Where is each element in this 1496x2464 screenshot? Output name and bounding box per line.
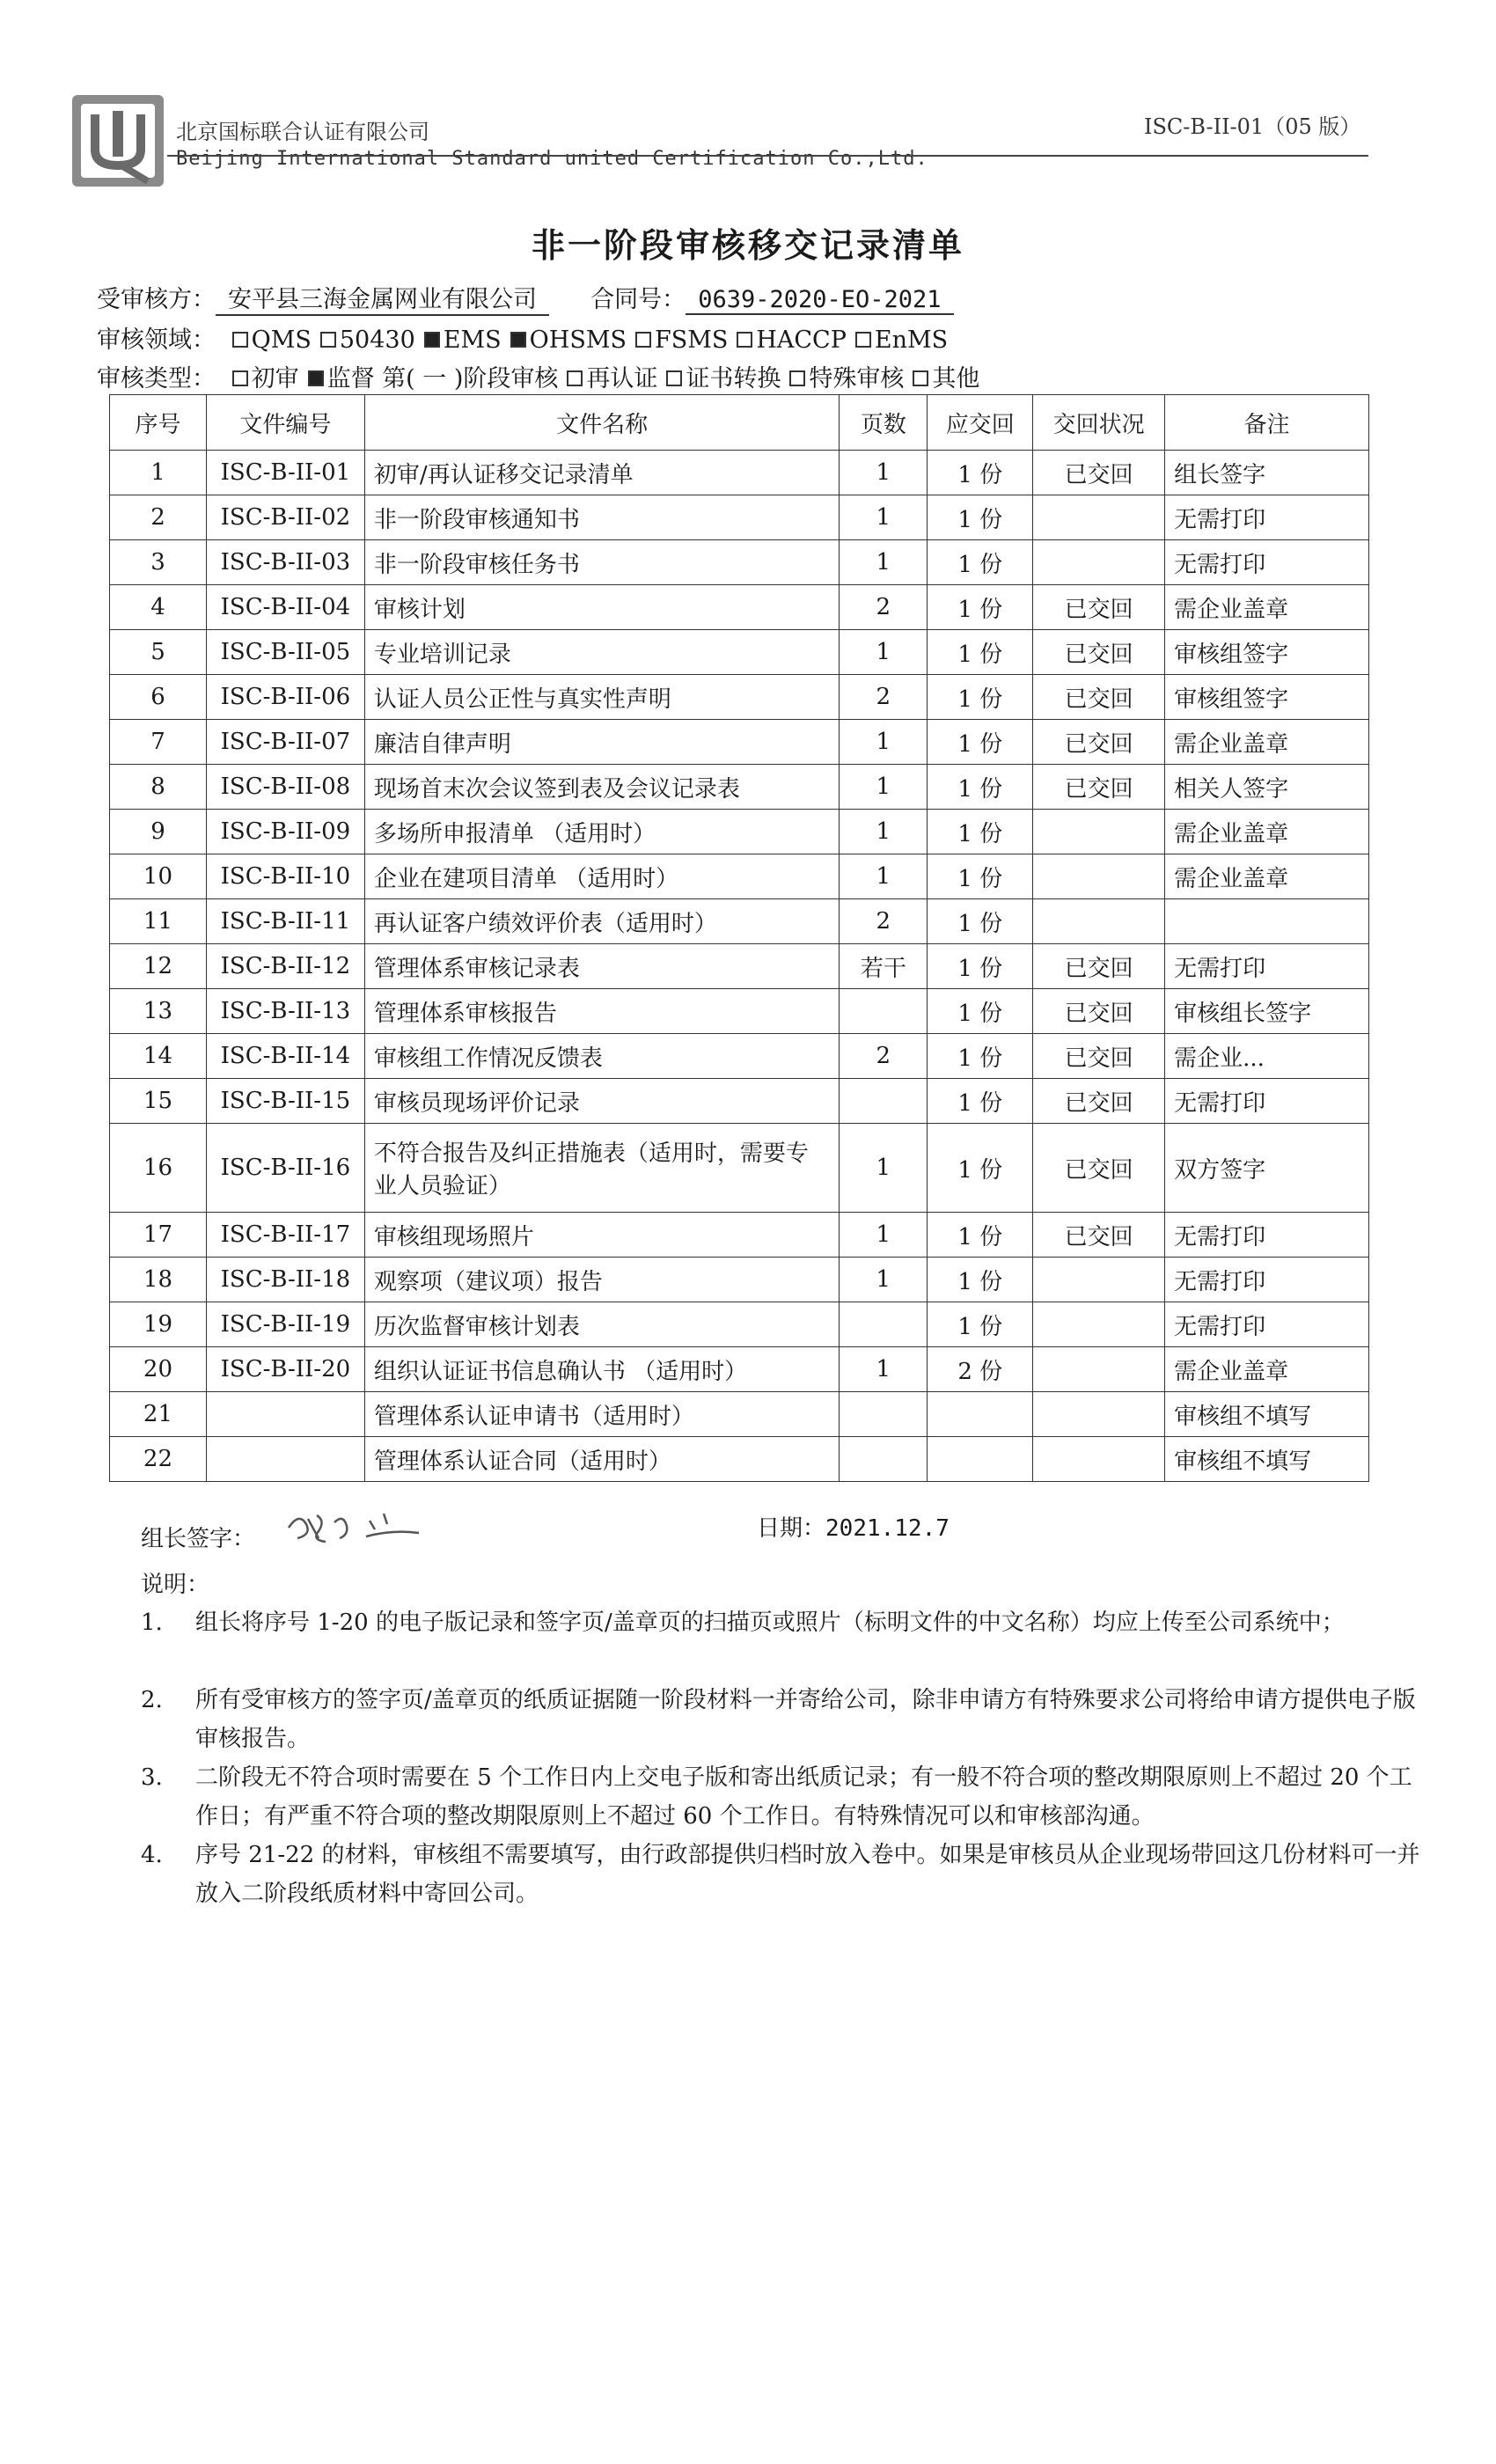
cell-doc-no: ISC-B-II-19 bbox=[206, 1302, 364, 1347]
cell-status: 已交回 bbox=[1033, 585, 1165, 630]
cell-seq: 8 bbox=[110, 765, 207, 810]
cell-status: 已交回 bbox=[1033, 765, 1165, 810]
cell-status bbox=[1033, 1437, 1165, 1482]
cell-status bbox=[1033, 1392, 1165, 1437]
cell-status bbox=[1033, 899, 1165, 944]
cell-doc-no: ISC-B-II-06 bbox=[206, 675, 364, 720]
col-header-due: 应交回 bbox=[928, 395, 1033, 451]
field-option-label: EnMS bbox=[874, 326, 949, 354]
cell-status: 已交回 bbox=[1033, 1034, 1165, 1079]
cell-due: 1 份 bbox=[928, 585, 1033, 630]
cell-doc-no: ISC-B-II-07 bbox=[206, 720, 364, 765]
table-row bbox=[110, 1437, 1369, 1482]
cell-pages bbox=[840, 1437, 928, 1482]
cell-seq: 9 bbox=[110, 810, 207, 854]
cell-remarks: 无需打印 bbox=[1165, 944, 1369, 989]
cell-seq: 3 bbox=[110, 540, 207, 585]
table-row bbox=[110, 1258, 1369, 1302]
cell-remarks: 审核组签字 bbox=[1165, 630, 1369, 675]
cell-doc-name: 初审/再认证移交记录清单 bbox=[364, 451, 840, 495]
cell-status: 已交回 bbox=[1033, 1213, 1165, 1258]
cell-due: 1 份 bbox=[928, 810, 1033, 854]
cell-seq: 6 bbox=[110, 675, 207, 720]
cell-seq: 16 bbox=[110, 1124, 207, 1213]
type-option-label: 再认证 bbox=[586, 365, 658, 392]
cell-remarks: 需企业... bbox=[1165, 1034, 1369, 1079]
cell-doc-name: 多场所申报清单 （适用时） bbox=[364, 810, 840, 854]
table-row bbox=[110, 1124, 1369, 1213]
field-option-label: OHSMS bbox=[529, 326, 627, 354]
auditee-value: 安平县三海金属网业有限公司 bbox=[216, 280, 549, 316]
table-row bbox=[110, 899, 1369, 944]
cell-due: 1 份 bbox=[928, 540, 1033, 585]
table-row bbox=[110, 765, 1369, 810]
note-item bbox=[141, 1836, 1427, 1913]
cell-status: 已交回 bbox=[1033, 675, 1165, 720]
cell-seq: 20 bbox=[110, 1347, 207, 1392]
table-row bbox=[110, 1347, 1369, 1392]
cell-due: 1 份 bbox=[928, 1213, 1033, 1258]
cell-pages: 2 bbox=[840, 1034, 928, 1079]
table-row bbox=[110, 854, 1369, 899]
contract-value: 0639-2020-EO-2021 bbox=[686, 286, 953, 315]
col-header-pages: 页数 bbox=[840, 395, 928, 451]
table-row bbox=[110, 1392, 1369, 1437]
cell-doc-no bbox=[206, 1392, 364, 1437]
cell-pages: 1 bbox=[840, 1347, 928, 1392]
cell-seq: 11 bbox=[110, 899, 207, 944]
cell-doc-no: ISC-B-II-17 bbox=[206, 1213, 364, 1258]
cell-due: 1 份 bbox=[928, 1124, 1033, 1213]
cell-status: 已交回 bbox=[1033, 944, 1165, 989]
type-option-label: 其他 bbox=[932, 365, 980, 392]
cell-due: 1 份 bbox=[928, 720, 1033, 765]
type-checkbox[interactable] bbox=[567, 370, 583, 386]
cell-status: 已交回 bbox=[1033, 1079, 1165, 1124]
auditee-line bbox=[97, 280, 954, 316]
audit-type-options bbox=[224, 365, 980, 392]
page-title: 非一阶段审核移交记录清单 bbox=[531, 225, 964, 265]
cell-status: 已交回 bbox=[1033, 989, 1165, 1034]
cell-remarks: 无需打印 bbox=[1165, 1079, 1369, 1124]
cell-due: 1 份 bbox=[928, 495, 1033, 540]
cell-remarks: 审核组不填写 bbox=[1165, 1437, 1369, 1482]
table-row bbox=[110, 585, 1369, 630]
cell-pages: 1 bbox=[840, 720, 928, 765]
cell-remarks: 相关人签字 bbox=[1165, 765, 1369, 810]
transfer-record-table bbox=[109, 394, 1369, 1482]
cell-seq: 13 bbox=[110, 989, 207, 1034]
cell-remarks: 组长签字 bbox=[1165, 451, 1369, 495]
note-number: 2. bbox=[141, 1687, 163, 1713]
field-option-label: HACCP bbox=[756, 326, 847, 354]
cell-seq: 15 bbox=[110, 1079, 207, 1124]
note-text: 二阶段无不符合项时需要在 5 个工作日内上交电子版和寄出纸质记录；有一般不符合项的整改期限原则上不超过 20 个工作日；有严重不符合项的整改期限原则上不超过 60 个工作日。有特殊情况可以和审核部沟通。 bbox=[195, 1764, 1412, 1830]
cell-pages: 1 bbox=[840, 1213, 928, 1258]
note-text: 组长将序号 1-20 的电子版记录和签字页/盖章页的扫描页或照片（标明文件的中文名称）均应上传至公司系统中； bbox=[195, 1610, 1345, 1636]
cell-pages: 1 bbox=[840, 630, 928, 675]
cell-doc-name: 历次监督审核计划表 bbox=[364, 1302, 840, 1347]
cell-doc-no: ISC-B-II-08 bbox=[206, 765, 364, 810]
cell-pages: 1 bbox=[840, 810, 928, 854]
cell-seq: 17 bbox=[110, 1213, 207, 1258]
cell-status: 已交回 bbox=[1033, 451, 1165, 495]
field-option-label: EMS bbox=[443, 326, 502, 354]
cell-remarks: 无需打印 bbox=[1165, 1302, 1369, 1347]
type-checkbox[interactable] bbox=[232, 370, 248, 386]
type-checkbox[interactable] bbox=[789, 370, 805, 386]
cell-due: 1 份 bbox=[928, 854, 1033, 899]
cell-pages: 1 bbox=[840, 854, 928, 899]
cell-doc-no: ISC-B-II-13 bbox=[206, 989, 364, 1034]
cell-seq: 5 bbox=[110, 630, 207, 675]
cell-pages: 1 bbox=[840, 1258, 928, 1302]
cell-due: 2 份 bbox=[928, 1347, 1033, 1392]
cell-pages: 1 bbox=[840, 765, 928, 810]
field-checkbox[interactable] bbox=[737, 332, 752, 348]
cell-doc-no: ISC-B-II-20 bbox=[206, 1347, 364, 1392]
company-name-en: Beijing International Standard united Certification Co.,Ltd. bbox=[176, 148, 928, 170]
cell-doc-name: 认证人员公正性与真实性声明 bbox=[364, 675, 840, 720]
cell-remarks: 无需打印 bbox=[1165, 495, 1369, 540]
table-row bbox=[110, 451, 1369, 495]
field-option-label: QMS bbox=[251, 326, 312, 354]
cell-doc-name: 管理体系认证申请书（适用时） bbox=[364, 1392, 840, 1437]
cell-doc-name: 非一阶段审核任务书 bbox=[364, 540, 840, 585]
cell-pages: 1 bbox=[840, 540, 928, 585]
contract-label: 合同号： bbox=[590, 286, 686, 313]
cell-pages bbox=[840, 1392, 928, 1437]
note-number: 1. bbox=[141, 1610, 163, 1636]
cell-remarks: 无需打印 bbox=[1165, 1258, 1369, 1302]
cell-remarks: 需企业盖章 bbox=[1165, 720, 1369, 765]
cell-pages: 2 bbox=[840, 675, 928, 720]
audit-type-label: 审核类型： bbox=[97, 365, 216, 392]
cell-pages bbox=[840, 989, 928, 1034]
cell-doc-no: ISC-B-II-15 bbox=[206, 1079, 364, 1124]
table-row bbox=[110, 1302, 1369, 1347]
cell-pages: 2 bbox=[840, 585, 928, 630]
cell-seq: 14 bbox=[110, 1034, 207, 1079]
note-text: 序号 21-22 的材料，审核组不需要填写，由行政部提供归档时放入卷中。如果是审核员从企业现场带回这几份材料可一并放入二阶段纸质材料中寄回公司。 bbox=[195, 1842, 1420, 1907]
cell-seq: 10 bbox=[110, 854, 207, 899]
cell-remarks: 审核组长签字 bbox=[1165, 989, 1369, 1034]
cell-remarks: 需企业盖章 bbox=[1165, 854, 1369, 899]
cell-due: 1 份 bbox=[928, 451, 1033, 495]
document-code: ISC-B-II-01（05 版） bbox=[1144, 114, 1361, 139]
cell-status bbox=[1033, 495, 1165, 540]
note-text: 所有受审核方的签字页/盖章页的纸质证据随一阶段材料一并寄给公司，除非申请方有特殊要求公司将给申请方提供电子版审核报告。 bbox=[195, 1687, 1416, 1752]
cell-doc-no: ISC-B-II-14 bbox=[206, 1034, 364, 1079]
type-checkbox[interactable] bbox=[913, 370, 928, 386]
cell-remarks bbox=[1165, 899, 1369, 944]
cell-seq: 22 bbox=[110, 1437, 207, 1482]
table-row bbox=[110, 1213, 1369, 1258]
cell-pages: 若干 bbox=[840, 944, 928, 989]
cell-status: 已交回 bbox=[1033, 630, 1165, 675]
field-checkbox[interactable] bbox=[510, 332, 526, 348]
cell-doc-no: ISC-B-II-01 bbox=[206, 451, 364, 495]
table-row bbox=[110, 944, 1369, 989]
cell-due: 1 份 bbox=[928, 675, 1033, 720]
table-row bbox=[110, 630, 1369, 675]
leader-signature-label: 组长签字： bbox=[141, 1526, 256, 1552]
note-item bbox=[141, 1603, 1427, 1642]
audit-field-options bbox=[224, 326, 949, 354]
cell-doc-name: 审核组现场照片 bbox=[364, 1213, 840, 1258]
type-option-label: 特殊审核 bbox=[809, 365, 905, 392]
cell-status bbox=[1033, 854, 1165, 899]
cell-remarks: 双方签字 bbox=[1165, 1124, 1369, 1213]
cell-doc-name: 廉洁自律声明 bbox=[364, 720, 840, 765]
cell-doc-no: ISC-B-II-11 bbox=[206, 899, 364, 944]
cell-doc-no: ISC-B-II-10 bbox=[206, 854, 364, 899]
cell-remarks: 审核组不填写 bbox=[1165, 1392, 1369, 1437]
cell-pages bbox=[840, 1302, 928, 1347]
field-checkbox[interactable] bbox=[635, 332, 651, 348]
field-option-label: 50430 bbox=[339, 326, 415, 354]
cell-due: 1 份 bbox=[928, 944, 1033, 989]
cell-pages: 2 bbox=[840, 899, 928, 944]
type-checkbox[interactable] bbox=[308, 370, 324, 386]
cell-doc-no: ISC-B-II-02 bbox=[206, 495, 364, 540]
cell-doc-name: 观察项（建议项）报告 bbox=[364, 1258, 840, 1302]
cell-doc-name: 审核员现场评价记录 bbox=[364, 1079, 840, 1124]
cell-remarks: 无需打印 bbox=[1165, 1213, 1369, 1258]
cell-seq: 2 bbox=[110, 495, 207, 540]
cell-due bbox=[928, 1437, 1033, 1482]
col-header-seq: 序号 bbox=[110, 395, 207, 451]
table-row bbox=[110, 540, 1369, 585]
audit-type-line bbox=[97, 359, 979, 393]
cell-pages bbox=[840, 1079, 928, 1124]
table-row bbox=[110, 675, 1369, 720]
table-body bbox=[110, 451, 1369, 1482]
field-checkbox[interactable] bbox=[424, 332, 440, 348]
cell-status bbox=[1033, 1302, 1165, 1347]
type-option-label: 证书转换 bbox=[686, 365, 781, 392]
date-value: 2021.12.7 bbox=[825, 1515, 950, 1542]
cell-status bbox=[1033, 810, 1165, 854]
table-row bbox=[110, 810, 1369, 854]
cell-doc-name: 再认证客户绩效评价表（适用时） bbox=[364, 899, 840, 944]
col-header-doc-no: 文件编号 bbox=[206, 395, 364, 451]
table-row bbox=[110, 1079, 1369, 1124]
note-item bbox=[141, 1758, 1427, 1836]
field-checkbox[interactable] bbox=[855, 332, 871, 348]
cell-due: 1 份 bbox=[928, 899, 1033, 944]
cell-doc-no: ISC-B-II-16 bbox=[206, 1124, 364, 1213]
cell-doc-name: 现场首末次会议签到表及会议记录表 bbox=[364, 765, 840, 810]
cell-pages: 1 bbox=[840, 495, 928, 540]
cell-doc-name: 管理体系审核报告 bbox=[364, 989, 840, 1034]
cell-due: 1 份 bbox=[928, 1302, 1033, 1347]
type-checkbox[interactable] bbox=[666, 370, 682, 386]
cell-status: 已交回 bbox=[1033, 1124, 1165, 1213]
table-row bbox=[110, 989, 1369, 1034]
cell-remarks: 审核组签字 bbox=[1165, 675, 1369, 720]
audit-field-label: 审核领域： bbox=[97, 326, 216, 354]
cell-doc-name: 管理体系认证合同（适用时） bbox=[364, 1437, 840, 1482]
cell-doc-no: ISC-B-II-18 bbox=[206, 1258, 364, 1302]
date-line bbox=[757, 1510, 950, 1543]
cell-due: 1 份 bbox=[928, 1079, 1033, 1124]
date-label: 日期： bbox=[757, 1515, 826, 1542]
cell-pages: 1 bbox=[840, 1124, 928, 1213]
cell-doc-name: 管理体系审核记录表 bbox=[364, 944, 840, 989]
cell-due: 1 份 bbox=[928, 765, 1033, 810]
cell-due: 1 份 bbox=[928, 989, 1033, 1034]
cell-due bbox=[928, 1392, 1033, 1437]
col-header-remarks: 备注 bbox=[1165, 395, 1369, 451]
col-header-doc-name: 文件名称 bbox=[364, 395, 840, 451]
cell-due: 1 份 bbox=[928, 1258, 1033, 1302]
note-item bbox=[141, 1681, 1427, 1758]
header-divider bbox=[167, 155, 1368, 157]
handwritten-signature bbox=[282, 1501, 431, 1551]
cell-status bbox=[1033, 1347, 1165, 1392]
cell-doc-name: 专业培训记录 bbox=[364, 630, 840, 675]
cell-seq: 19 bbox=[110, 1302, 207, 1347]
cell-doc-name: 企业在建项目清单 （适用时） bbox=[364, 854, 840, 899]
company-name-cn: 北京国标联合认证有限公司 bbox=[176, 120, 429, 144]
audit-field-line bbox=[97, 320, 948, 355]
cell-seq: 21 bbox=[110, 1392, 207, 1437]
cell-seq: 7 bbox=[110, 720, 207, 765]
table-row bbox=[110, 1034, 1369, 1079]
field-checkbox[interactable] bbox=[320, 332, 336, 348]
type-option-label: 初审 bbox=[251, 365, 299, 392]
cell-status bbox=[1033, 540, 1165, 585]
cell-doc-name: 不符合报告及纠正措施表（适用时，需要专业人员验证） bbox=[364, 1124, 840, 1213]
cell-seq: 12 bbox=[110, 944, 207, 989]
cell-doc-no bbox=[206, 1437, 364, 1482]
note-number: 3. bbox=[141, 1764, 163, 1791]
cell-remarks: 无需打印 bbox=[1165, 540, 1369, 585]
cell-doc-no: ISC-B-II-05 bbox=[206, 630, 364, 675]
cell-doc-no: ISC-B-II-04 bbox=[206, 585, 364, 630]
type-option-label: 监督 第( 一 )阶段审核 bbox=[326, 365, 559, 392]
cell-doc-name: 审核组工作情况反馈表 bbox=[364, 1034, 840, 1079]
cell-seq: 18 bbox=[110, 1258, 207, 1302]
cell-due: 1 份 bbox=[928, 630, 1033, 675]
cell-due: 1 份 bbox=[928, 1034, 1033, 1079]
cell-pages: 1 bbox=[840, 451, 928, 495]
company-logo bbox=[69, 92, 167, 190]
cell-remarks: 需企业盖章 bbox=[1165, 1347, 1369, 1392]
cell-doc-name: 审核计划 bbox=[364, 585, 840, 630]
auditee-label: 受审核方： bbox=[97, 286, 216, 313]
cell-seq: 1 bbox=[110, 451, 207, 495]
col-header-status: 交回状况 bbox=[1033, 395, 1165, 451]
table-row bbox=[110, 495, 1369, 540]
field-option-label: FSMS bbox=[654, 326, 729, 354]
cell-status: 已交回 bbox=[1033, 720, 1165, 765]
field-checkbox[interactable] bbox=[232, 332, 248, 348]
table-row bbox=[110, 720, 1369, 765]
cell-seq: 4 bbox=[110, 585, 207, 630]
cell-doc-no: ISC-B-II-03 bbox=[206, 540, 364, 585]
cell-remarks: 需企业盖章 bbox=[1165, 585, 1369, 630]
cell-doc-name: 非一阶段审核通知书 bbox=[364, 495, 840, 540]
cell-remarks: 需企业盖章 bbox=[1165, 810, 1369, 854]
notes-title: 说明： bbox=[141, 1572, 210, 1598]
cell-doc-no: ISC-B-II-12 bbox=[206, 944, 364, 989]
table-header-row bbox=[110, 395, 1369, 451]
cell-doc-name: 组织认证证书信息确认书 （适用时） bbox=[364, 1347, 840, 1392]
cell-doc-no: ISC-B-II-09 bbox=[206, 810, 364, 854]
note-number: 4. bbox=[141, 1842, 163, 1868]
cell-status bbox=[1033, 1258, 1165, 1302]
